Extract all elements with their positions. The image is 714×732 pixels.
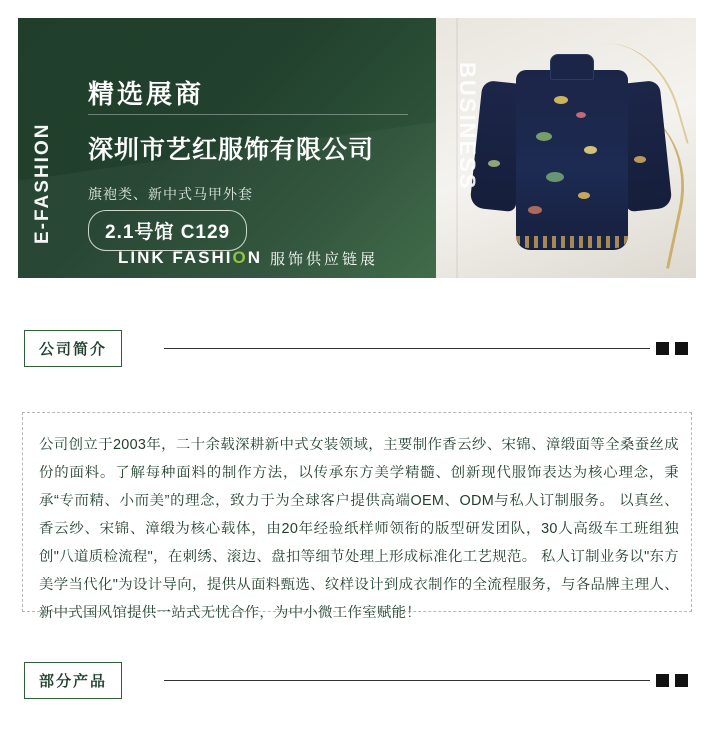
event-logo-main: LINK FASHI (118, 248, 233, 267)
embroidery-motif (584, 146, 597, 154)
company-profile-text: 公司创立于2003年，二十余载深耕新中式女装领域，主要制作香云纱、宋锦、漳缎面等全桑蚕丝成份的面料。了解每种面料的制作方法，以传承东方美学精髓、创新现代服饰表达为核心理念，秉承“专而精、小而美”的理念，致力于为全球客户提供高端OEM、ODM与私人订制服务。 以真丝、香云纱、宋锦、漳缎为核心载体，由20年经验纸样师领衔的版型研发团队，30人高级车工班组独创"八道质检流程"，在刺绣、滚边、盘扣等细节处理上形成标准化工艺规范。 私人订制业务以"东方美学当代化"为设计导向，提供从面料甄选、纹样设计到成衣制作的全流程服务，与各品牌主理人、新中式国风馆提供一站式无忧合作，为中小微工作室赋能！ (39, 437, 679, 621)
section-title-products: 部分产品 (24, 662, 122, 699)
section-divider-line (164, 348, 650, 349)
embroidery-motif (634, 156, 646, 163)
embroidery-motif (576, 112, 586, 118)
embroidery-motif (488, 160, 500, 167)
event-logo-text (118, 248, 262, 268)
banner-booth-number: 2.1号馆 C129 (88, 210, 247, 251)
event-logo-chinese: 服饰供应链展 (269, 250, 378, 268)
dress-photo (458, 40, 688, 272)
dress-hem-trim (516, 236, 628, 248)
company-profile-box (22, 412, 692, 621)
section-header-company-profile (24, 330, 690, 366)
banner-product-categories: 旗袍类、新中式马甲外套 (88, 186, 253, 202)
dress-collar (550, 54, 594, 80)
banner-vertical-text-right: BUSINESS (455, 62, 480, 191)
section-decor-square-1 (656, 342, 669, 355)
banner-vertical-text-left: E-FASHION (32, 122, 53, 244)
embroidery-motif (554, 96, 568, 104)
section-decor-square-1 (656, 674, 669, 687)
banner-featured-tag: 精选展商 (88, 74, 204, 111)
event-logo-o: O (232, 248, 248, 267)
section-header-products (24, 662, 690, 698)
event-logo-tail: N (247, 248, 262, 267)
exhibitor-banner (18, 18, 696, 278)
embroidery-motif (528, 206, 542, 214)
banner-footer (18, 238, 478, 278)
section-decor-square-2 (675, 674, 688, 687)
dress-body (516, 70, 628, 250)
embroidery-motif (536, 132, 552, 141)
section-divider-line (164, 680, 650, 681)
section-title-company-profile: 公司简介 (24, 330, 122, 367)
embroidery-motif (546, 172, 564, 182)
section-decor-square-2 (675, 342, 688, 355)
banner-company-name: 深圳市艺红服饰有限公司 (88, 136, 375, 164)
embroidery-motif (578, 192, 590, 199)
